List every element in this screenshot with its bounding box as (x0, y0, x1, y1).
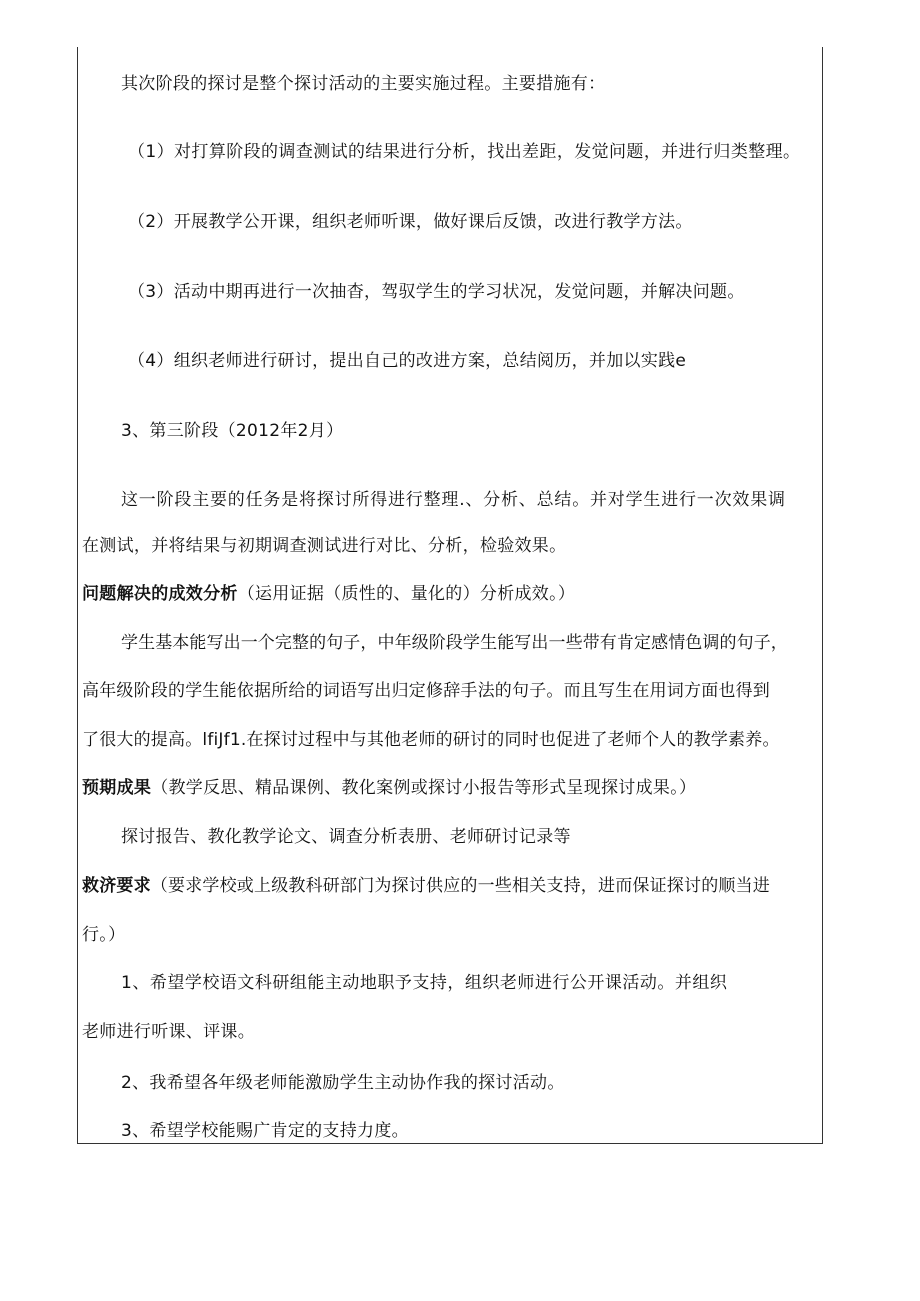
support-note: （要求学校或上级教科研部门为探讨供应的一些相关支持，进而保证探讨的顺当进 (150, 876, 771, 896)
stage3-line-2: 在测试，并将结果与初期调查测试进行对比、分析，检验效果。 (82, 536, 567, 556)
expected-note: （教学反思、精品课例、教化案例或探讨小报告等形式呈现探讨成果。） (151, 778, 697, 798)
stage3-line-1: 这一阶段主要的任务是将探讨所得进行整理.、分析、总结。并对学生进行一次效果调 (121, 490, 786, 510)
support-label: 救济要求 (82, 876, 151, 896)
support-note-line-2: 行。） (82, 925, 126, 945)
expected-label: 预期成果 (82, 778, 152, 798)
effect-line-3: 了很大的提高。lfiJf1.在探讨过程中与其他老师的研讨的同时也促进了老师个人的教学素养。 (82, 730, 780, 750)
expected-heading (82, 777, 696, 799)
effect-label: 问题解决的成效分析 (82, 584, 238, 604)
effect-line-2: 高年级阶段的学生能依据所给的词语写出归定修辞手法的句子。而且写生在用词方面也得到 (82, 681, 770, 701)
measure-1: （1）对打算阶段的调查测试的结果进行分析，找出差距，发觉问题，并进行归类整理。 (128, 142, 801, 162)
effect-note: （运用证据（质性的、量化的）分析成效。） (237, 584, 576, 604)
support-heading (82, 875, 770, 897)
stage2-intro: 其次阶段的探讨是整个探讨活动的主要实施过程。主要措施有： (121, 74, 606, 94)
expected-text: 探讨报告、教化教学论文、调查分析表册、老师研讨记录等 (121, 827, 571, 847)
support-item-1: 1、希望学校语文科研组能主动地职予支持，组织老师进行公开课活动。并组织 (121, 973, 728, 993)
support-item-1-cont: 老师进行听课、评课。 (82, 1022, 255, 1042)
effect-heading (82, 583, 575, 605)
measure-2: （2）开展教学公开课，组织老师听课，做好课后反馈，改进行教学方法。 (128, 212, 693, 232)
support-item-3: 3、希望学校能赐广肯定的支持力度。 (121, 1121, 409, 1141)
measure-3: （3）活动中期再进行一次抽杳，驾驭学生的学习状况，发觉问题，并解决问题。 (128, 282, 745, 302)
effect-line-1: 学生基本能写出一个完整的句子，中年级阶段学生能写出一些带有肯定感情色调的句子， (121, 633, 788, 653)
measure-4: （4）组织老师进行研讨，提出自己的改进方案，总结阅历，并加以实践e (128, 351, 687, 371)
stage3-heading: 3、第三阶段（2012年2月） (121, 421, 344, 441)
support-item-2: 2、我希望各年级老师能激励学生主动协作我的探讨活动。 (121, 1073, 565, 1093)
